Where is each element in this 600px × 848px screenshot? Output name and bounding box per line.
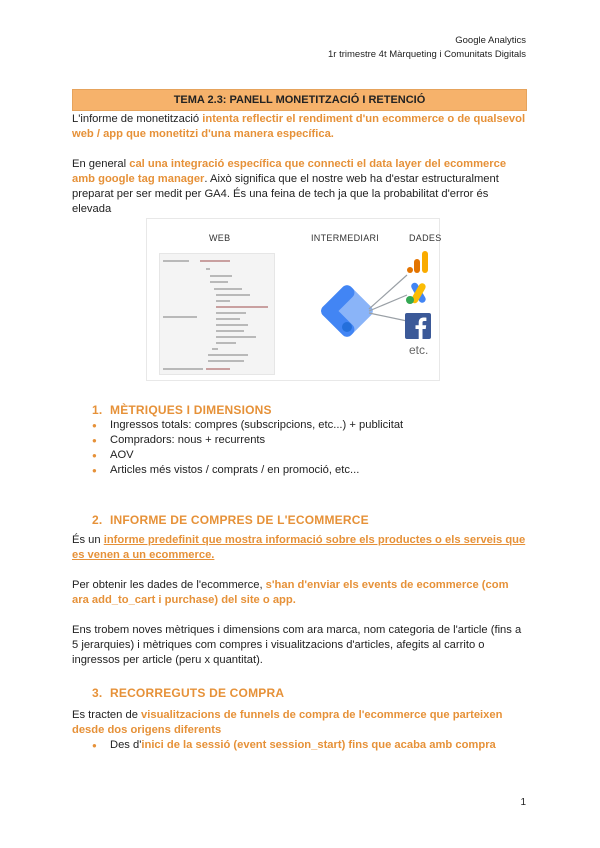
section-3-p1-highlight: visualitzacions de funnels de compra de l'ecommerce que parteixen desde dos origens diferents — [72, 709, 503, 736]
section-2-p1-text: És un — [72, 534, 104, 546]
metrics-list — [92, 418, 403, 478]
page-header — [328, 34, 526, 62]
intro-p1-text: L'informe de monetització — [72, 113, 203, 125]
intro-paragraph-2 — [72, 157, 528, 217]
section-1-number: 1. — [92, 403, 103, 417]
intro-p2-text-b: . Això significa que el nostre web ha d'estar estructuralment preparat per ser medit per GA4. És una feina de tech ja que la probabilitat d'error és elevada — [72, 173, 499, 215]
funnel-bullet-highlight: inici de la sessió (event session_start) fins que acaba amb compra — [141, 739, 496, 751]
code-lines-graphic — [160, 254, 274, 374]
intro-p2-highlight: cal una integració específica que connecti el data layer del ecommerce amb google tag manager — [72, 158, 507, 185]
list-item — [92, 738, 496, 753]
list-item: ● Compradors: nous + recurrents — [92, 433, 403, 448]
list-item: ● AOV — [92, 448, 403, 463]
figure-etc-label: etc. — [409, 343, 429, 357]
google-analytics-icon — [405, 249, 431, 275]
list-item: ● Ingressos totals: compres (subscripcions, etc...) + publicitat — [92, 418, 403, 433]
section-3-paragraph-1 — [72, 708, 528, 738]
section-2-p2-text: Per obtenir les dades de l'ecommerce, — [72, 579, 266, 591]
funnels-list — [92, 738, 496, 753]
facebook-icon — [405, 313, 431, 339]
funnel-bullet-text: Des d' — [110, 739, 142, 751]
page-title: TEMA 2.3: PANELL MONETITZACIÓ I RETENCIÓ — [72, 89, 527, 111]
section-3-title: RECORREGUTS DE COMPRA — [110, 686, 285, 700]
google-ads-icon — [404, 281, 432, 305]
section-3-number: 3. — [92, 686, 103, 700]
figure-label-dades: DADES — [409, 233, 442, 243]
section-1-title: MÈTRIQUES I DIMENSIONS — [110, 403, 272, 417]
figure-label-intermediari: INTERMEDIARI — [311, 233, 380, 243]
intro-p2-text-a: En general — [72, 158, 130, 170]
datalayer-code-screenshot — [159, 253, 275, 375]
data-flow-figure — [146, 218, 440, 381]
section-2-p2-highlight: s'han d'enviar els events de ecommerce (com ara add_to_cart i purchase) del site o app. — [72, 579, 509, 606]
section-2-paragraph-2 — [72, 578, 528, 608]
header-subtitle: 1r trimestre 4t Màrqueting i Comunitats Digitals — [328, 49, 526, 60]
section-1-heading — [92, 403, 272, 417]
section-3-heading — [92, 686, 284, 700]
section-2-heading — [92, 513, 369, 527]
section-2-title: INFORME DE COMPRES DE L'ECOMMERCE — [110, 513, 369, 527]
section-2-p1-highlight: informe predefinit que mostra informació sobre els productes o els serveis que es venen a un ecommerce. — [72, 534, 526, 561]
section-2-number: 2. — [92, 513, 103, 527]
intro-p1-highlight: intenta reflectir el rendiment d'un ecommerce o de qualsevol web / app que monetitzi d'una manera específica. — [72, 113, 526, 140]
section-3-p1-text: Es tracten de — [72, 709, 142, 721]
section-2-paragraph-3: Ens trobem noves mètriques i dimensions com ara marca, nom categoria de l'article (fins a 5 jerarquies) i mètriques com compres i visualitzacions d'articles, afegits al carrito o ingressos per article (peru x quantitat). — [72, 624, 522, 666]
figure-label-web: WEB — [209, 233, 231, 243]
list-item: ● Articles més vistos / comprats / en promoció, etc... — [92, 463, 403, 478]
section-2-paragraph-1 — [72, 533, 528, 563]
header-course: Google Analytics — [455, 35, 526, 46]
intro-paragraph-1 — [72, 112, 528, 142]
page-number: 1 — [520, 797, 526, 808]
